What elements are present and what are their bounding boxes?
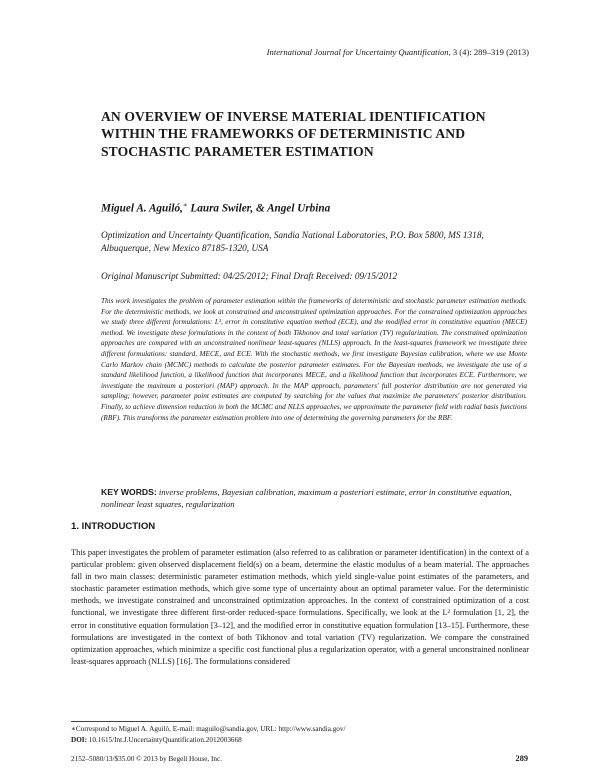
journal-volume: , 3 (4): 289–319 (2013) (448, 47, 529, 57)
keywords (101, 486, 527, 511)
correspondence-footnote: ∗Correspond to Miguel A. Aguiló, E-mail: maguilo@sandia.gov, URL: http://www.sandia.gov/ (71, 725, 346, 733)
introduction-text: This paper investigates the problem of parameter estimation (also referred to as calibration or parameter identification) in the context of a particular problem: given observed displacement field(s) on a beam, determine the elastic modulus of a beam material. The approaches fall in two main classes: deterministic parameter estimation methods, which yield single-value point estimates of the parameters, and stochastic parameter estimation methods, which give some type of uncertainty about an optimal parameter value. For the deterministic methods, we investigate constrained and unconstrained optimization approaches. In the context of constrained optimization of a cost functional, we investigate three different first-order reduced-space formulations. Specifically, we look at the L² formulation [1, 2], the error in constitutive equation formulation [3–12], and the modified error in constitutive equation formulation [13–15]. Furthermore, these formulations are investigated in the context of both Tikhonov and total variation (TV) regularization. We compare the constrained optimization approaches, which minimize a specific cost functional plus a regularization operator, with a general unconstrained nonlinear least-squares approach (NLLS) [16]. The formulations considered (71, 548, 529, 666)
journal-header (267, 47, 529, 57)
author-urbina: & Angel Urbina (256, 202, 331, 215)
footnote-divider (71, 721, 191, 722)
abstract: This work investigates the problem of parameter estimation within the frameworks of deterministic and stochastic parameter estimation methods. For the deterministic methods, we look at constrained and unconstrained optimization approaches. For the constrained optimization approaches we study three different formulations: L², error in constitutive equation method (ECE), and the modified error in constitutive equation (MECE) method. We investigate these formulations in the context of both Tikhonov and total variation (TV) regularization. The constrained optimization approaches are compared with an unconstrained nonlinear least-squares (NLLS) approach. In the least-squares framework we investigate three different formulations: standard, MECE, and ECE. With the stochastic methods, we first investigate Bayesian calibration, where we use Monte Carlo Markov chain (MCMC) methods to calculate the posterior parameter estimates. For the Bayesian methods, we investigate the use of a standard likelihood function, a likelihood function that incorporates MECE, and a likelihood function that incorporates ECE. Furthermore, we investigate the maximum a posteriori (MAP) approach. In the MAP approach, parameters' full posterior distribution are not generated via sampling; however, parameter point estimates are computed by searching for the values that maximize the parameters' posterior distribution. Finally, to achieve dimension reduction in both the MCMC and NLLS approaches, we approximate the parameter field with radial basis functions (RBF). This transforms the parameter estimation problem into one of determining the governing parameters for the RBF. (101, 297, 527, 422)
keywords-text: inverse problems, Bayesian calibration, maximum a posteriori estimate, error in constitutive equation, nonlinear least squares, regularization (101, 487, 512, 510)
journal-name: International Journal for Uncertainty Quantification (266, 47, 449, 57)
section-heading: 1. INTRODUCTION (71, 521, 156, 532)
doi-value: 10.1615/Int.J.UncertaintyQuantification.2012003668 (88, 736, 242, 744)
author-aguilo: Miguel A. Aguiló, (101, 202, 183, 215)
issn-copyright: 2152–5080/13/$35.00 © 2013 by Begell House, Inc. (71, 755, 222, 763)
page-number: 289 (515, 754, 528, 763)
doi-line (71, 736, 242, 744)
keywords-label: KEY WORDS: (101, 487, 157, 497)
article-title: AN OVERVIEW OF INVERSE MATERIAL IDENTIFICATION WITHIN THE FRAMEWORKS OF DETERMINISTIC AND STOCHASTIC PARAMETER ESTIMATION (101, 109, 486, 159)
doi-label: DOI: (71, 736, 87, 744)
author-swiler: Laura Swiler, (190, 202, 254, 215)
manuscript-dates: Original Manuscript Submitted: 04/25/2012; Final Draft Received: 09/15/2012 (101, 272, 398, 282)
affiliation: Optimization and Uncertainty Quantification, Sandia National Laboratories, P.O. Box 5800, MS 1318, Albuquerque, New Mexico 87185-1320, USA (101, 231, 484, 255)
corresponding-mark: ∗ (182, 201, 188, 209)
author-list (101, 201, 330, 215)
